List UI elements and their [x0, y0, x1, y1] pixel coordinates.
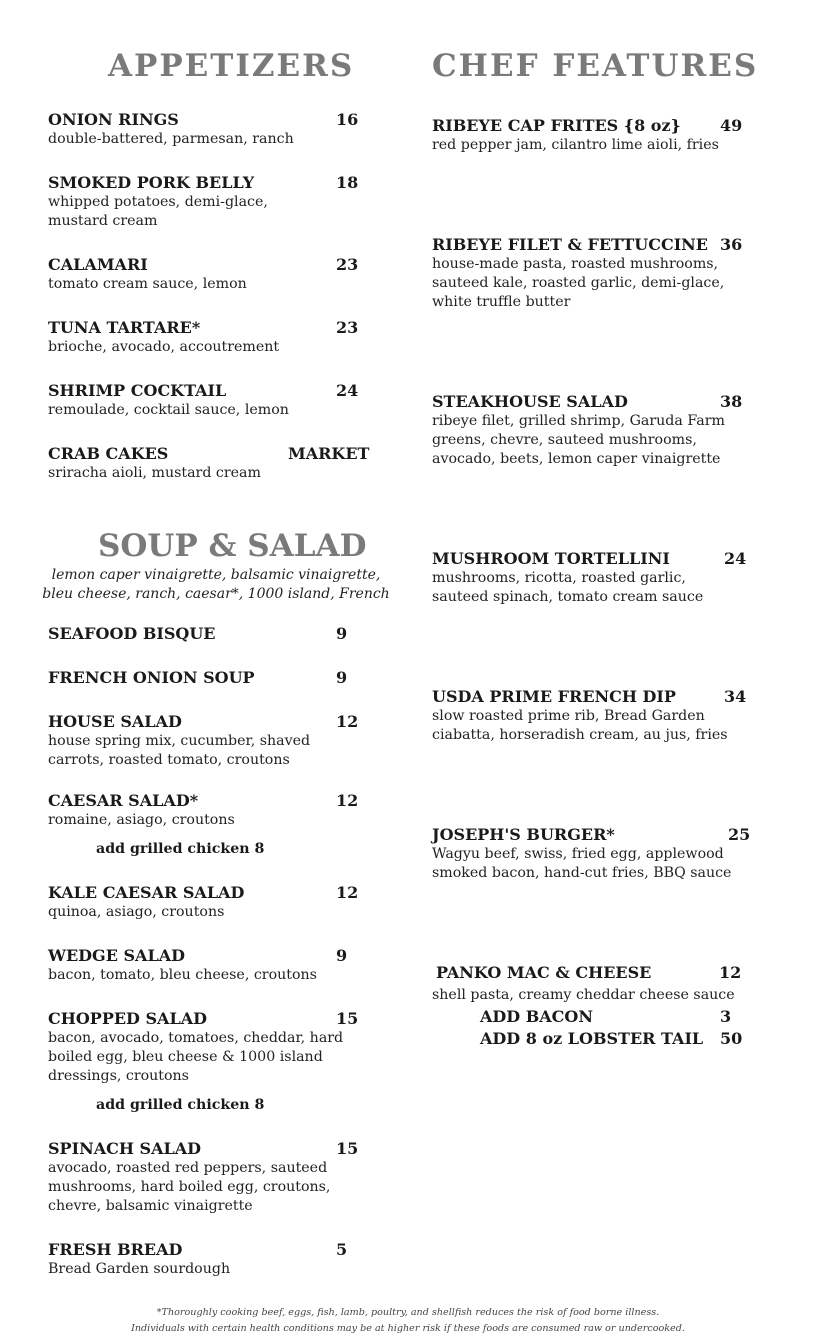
item-desc: sriracha aioli, mustard cream [48, 465, 261, 481]
menu-item [48, 712, 359, 770]
item-desc: ribeye filet, grilled shrimp, Garuda Farm greens, chevre, sauteed mushrooms, avocado, beets, lemon caper vinaigrette [432, 413, 725, 467]
item-desc: quinoa, asiago, croutons [48, 904, 225, 920]
item-price: 24 [336, 381, 359, 400]
item-price: 49 [720, 116, 743, 135]
addon-grilled-chicken: add grilled chicken 8 [96, 1097, 265, 1113]
menu-item [432, 549, 747, 607]
item-desc: bacon, avocado, tomatoes, cheddar, hard boiled egg, bleu cheese & 1000 island dressings, croutons [48, 1030, 344, 1084]
item-price: 16 [336, 110, 359, 129]
footnote-line-1: *Thoroughly cooking beef, eggs, fish, lamb, poultry, and shellfish reduces the risk of food borne illness. [156, 1307, 660, 1318]
item-desc: remoulade, cocktail sauce, lemon [48, 402, 289, 418]
appetizers-title: APPETIZERS [108, 48, 355, 84]
item-desc: mushrooms, ricotta, roasted garlic, sauteed spinach, tomato cream sauce [432, 570, 704, 605]
item-desc: double-battered, parmesan, ranch [48, 131, 294, 147]
item-price: 23 [336, 255, 359, 274]
item-price: 5 [336, 1240, 348, 1259]
item-desc: brioche, avocado, accoutrement [48, 339, 280, 355]
item-price: 25 [728, 825, 751, 844]
item-name: ONION RINGS [48, 110, 179, 129]
item-name: RIBEYE CAP FRITES {8 oz} [432, 116, 681, 135]
item-price: 23 [336, 318, 359, 337]
item-desc: red pepper jam, cilantro lime aioli, fries [432, 137, 719, 153]
addon-lobster-price: 50 [720, 1029, 743, 1048]
addon-bacon-label: ADD BACON [480, 1007, 593, 1026]
chef-features-title: CHEF FEATURES [432, 48, 759, 84]
item-price: 9 [336, 946, 348, 965]
item-name: HOUSE SALAD [48, 712, 182, 731]
item-price: 12 [336, 791, 359, 810]
item-desc: Bread Garden sourdough [48, 1261, 231, 1277]
menu-item [48, 1009, 359, 1086]
menu-item [432, 687, 747, 745]
item-price: 24 [724, 549, 747, 568]
item-name: TUNA TARTARE* [48, 318, 201, 337]
menu-item [48, 668, 368, 688]
item-name: MUSHROOM TORTELLINI [432, 549, 670, 568]
menu-item [48, 255, 368, 294]
menu-item [432, 116, 752, 155]
item-name: SHRIMP COCKTAIL [48, 381, 227, 400]
item-price: 12 [336, 712, 359, 731]
addon-lobster-label: ADD 8 oz LOBSTER TAIL [480, 1029, 704, 1048]
item-desc: Wagyu beef, swiss, fried egg, applewood smoked bacon, hand-cut fries, BBQ sauce [432, 846, 732, 881]
item-name: CALAMARI [48, 255, 148, 274]
item-name: CHOPPED SALAD [48, 1009, 207, 1028]
dressings-list [30, 566, 402, 604]
item-name: KALE CAESAR SALAD [48, 883, 245, 902]
item-price: MARKET [288, 444, 370, 463]
menu-item [48, 946, 368, 985]
item-name: FRENCH ONION SOUP [48, 668, 255, 687]
item-name: FRESH BREAD [48, 1240, 183, 1259]
menu-item [432, 825, 751, 883]
item-price: 9 [336, 668, 348, 687]
item-desc: whipped potatoes, demi-glace, mustard cream [48, 194, 268, 229]
item-name: SPINACH SALAD [48, 1139, 202, 1158]
item-name: PANKO MAC & CHEESE [436, 963, 652, 982]
item-desc: slow roasted prime rib, Bread Garden ciabatta, horseradish cream, au jus, fries [432, 708, 728, 743]
item-price: 15 [336, 1139, 359, 1158]
menu-item [48, 444, 368, 483]
item-price: 12 [336, 883, 359, 902]
item-price: 9 [336, 624, 348, 643]
item-price: 36 [720, 235, 743, 254]
item-name: CRAB CAKES [48, 444, 169, 463]
menu-item [48, 318, 368, 357]
item-desc: romaine, asiago, croutons [48, 812, 235, 828]
dressings-line-2: bleu cheese, ranch, caesar*, 1000 island, French [42, 586, 390, 602]
item-name: SMOKED PORK BELLY [48, 173, 255, 192]
item-name: STEAKHOUSE SALAD [432, 392, 628, 411]
item-desc: shell pasta, creamy cheddar cheese sauce [432, 987, 735, 1003]
dressings-line-1: lemon caper vinaigrette, balsamic vinaigrette, [51, 567, 381, 583]
item-name: SEAFOOD BISQUE [48, 624, 216, 643]
item-name: RIBEYE FILET & FETTUCCINE [432, 235, 708, 254]
menu-item [48, 1240, 368, 1279]
item-desc: bacon, tomato, bleu cheese, croutons [48, 967, 317, 983]
item-name: USDA PRIME FRENCH DIP [432, 687, 676, 706]
food-safety-footnote [0, 1305, 816, 1337]
menu-item [48, 173, 359, 231]
item-name: JOSEPH'S BURGER* [432, 825, 615, 844]
footnote-line-2: Individuals with certain health conditions may be at higher risk if these foods are consumed raw or undercooked. [131, 1323, 685, 1334]
item-price: 12 [719, 963, 742, 982]
item-desc: avocado, roasted red peppers, sauteed mushrooms, hard boiled egg, croutons, chevre, balsamic vinaigrette [48, 1160, 331, 1214]
soup-salad-title: SOUP & SALAD [98, 528, 367, 564]
item-desc: house spring mix, cucumber, shaved carrots, roasted tomato, croutons [48, 733, 311, 768]
item-price: 38 [720, 392, 743, 411]
menu-item [48, 381, 368, 420]
item-name: WEDGE SALAD [48, 946, 185, 965]
menu-item [48, 1139, 359, 1216]
item-desc: house-made pasta, roasted mushrooms, sauteed kale, roasted garlic, demi-glace, white truffle butter [432, 256, 725, 310]
item-price: 15 [336, 1009, 359, 1028]
menu-item [432, 392, 743, 469]
item-desc: tomato cream sauce, lemon [48, 276, 247, 292]
menu-item [48, 624, 368, 644]
menu-item [48, 110, 368, 149]
item-name: CAESAR SALAD* [48, 791, 199, 810]
item-price: 18 [336, 173, 359, 192]
menu-item [48, 791, 368, 830]
addon-grilled-chicken: add grilled chicken 8 [96, 841, 265, 857]
item-price: 34 [724, 687, 747, 706]
addon-bacon-price: 3 [720, 1007, 732, 1026]
menu-item [432, 235, 743, 312]
menu-item [436, 963, 756, 983]
menu-item [48, 883, 368, 922]
